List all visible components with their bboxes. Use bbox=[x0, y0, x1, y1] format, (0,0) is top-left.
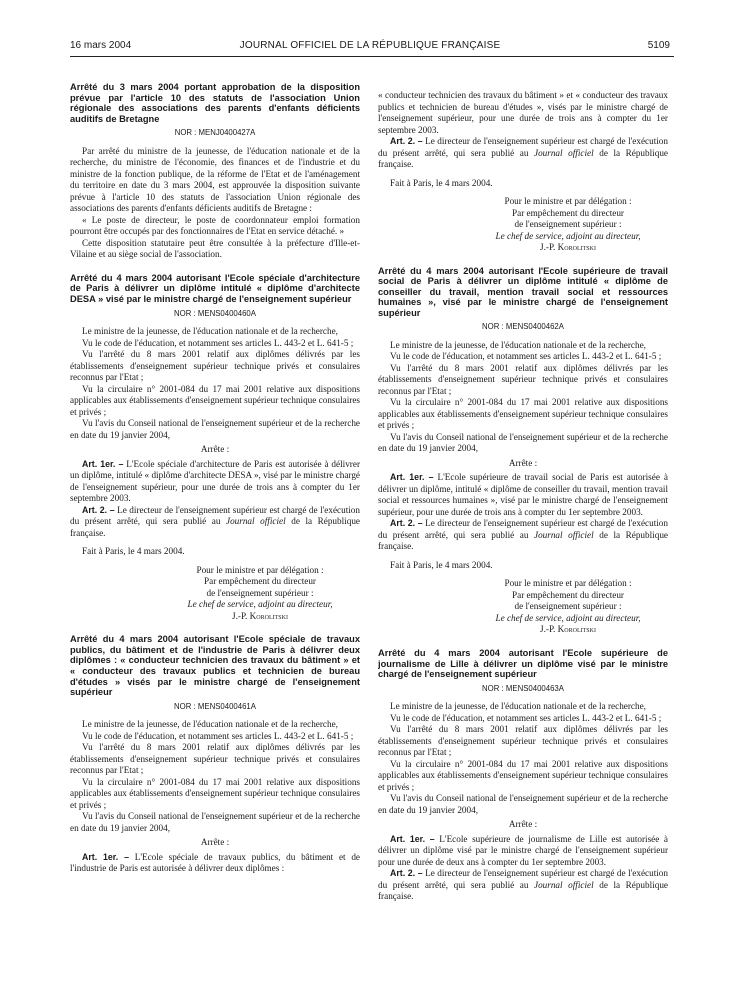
article-text: de la République française. bbox=[378, 147, 668, 169]
paragraph: Par arrêté du ministre de la jeunesse, de l'éducation nationale et de la recherche, du ministre de l'économie, des finances et de l'industrie et du ministre de la fonction publique, de la réforme de l'Etat et de l'aménagement du territoire en date du 3 mars 2004, est approuvée la disposition suivante prévue à l'article 10 des statuts de l'association Union régionale des associations des parents d'enfants déficients auditifs de Bretagne : bbox=[70, 145, 360, 214]
visa: Le ministre de la jeunesse, de l'éducation nationale et de la recherche, bbox=[82, 326, 338, 337]
signatory-name: J.-P. Korolitski bbox=[540, 242, 596, 252]
fait-line: Fait à Paris, le 4 mars 2004. bbox=[390, 177, 493, 188]
visa: Vu l'arrêté du 8 mars 2001 relatif aux diplômes délivrés par les établissements d'enseignement supérieur technique privés et consulaires reconnus par l'Etat ; bbox=[378, 724, 668, 758]
journal-reference: Journal officiel bbox=[534, 879, 594, 890]
issue-date: 16 mars 2004 bbox=[70, 40, 132, 51]
paragraph: Cette disposition statutaire peut être consultée à la préfecture d'Ille-et-Vilaine et au siège social de l'association. bbox=[70, 237, 360, 260]
signature-line: Pour le ministre et par délégation : bbox=[504, 196, 632, 206]
visa: Vu la circulaire n° 2001-084 du 17 mai 2001 relative aux dispositions applicables aux établissements d'enseignement supérieur technique consulaires et privés ; bbox=[70, 383, 360, 417]
article-1 bbox=[378, 834, 668, 869]
article-text: Le directeur de l'enseignement supérieur est chargé de l'exécution du présent arrêté, qui sera publié au bbox=[378, 868, 668, 890]
article-ecole-travail-social bbox=[378, 266, 668, 636]
article-1 bbox=[70, 459, 360, 505]
visa: Vu l'arrêté du 8 mars 2001 relatif aux diplômes délivrés par les établissements d'enseignement supérieur technique privés et consulaires reconnus par l'Etat ; bbox=[378, 362, 668, 396]
article-2 bbox=[378, 136, 668, 171]
article-1 bbox=[378, 472, 668, 518]
signature-block bbox=[378, 578, 668, 636]
visa: Vu la circulaire n° 2001-084 du 17 mai 2001 relative aux dispositions applicables aux établissements d'enseignement supérieur technique consulaires et privés ; bbox=[70, 776, 360, 810]
article-label: Art. 2. – bbox=[390, 518, 423, 529]
signature-line: Pour le ministre et par délégation : bbox=[504, 578, 632, 589]
right-column bbox=[378, 90, 668, 985]
visa: Vu la circulaire n° 2001-084 du 17 mai 2001 relative aux dispositions applicables aux établissements d'enseignement supérieur technique consulaires et privés ; bbox=[378, 758, 668, 792]
fait-line: Fait à Paris, le 4 mars 2004. bbox=[390, 559, 493, 570]
signature-block bbox=[378, 196, 668, 254]
visa: Le ministre de la jeunesse, de l'éducation nationale et de la recherche, bbox=[82, 719, 338, 730]
nor-reference: NOR : MENS0400461A bbox=[174, 701, 256, 711]
article-1 bbox=[70, 852, 360, 875]
visa: Vu le code de l'éducation, et notamment ses articles L. 443-2 et L. 641-5 ; bbox=[82, 337, 354, 348]
arrete-heading: Arrête : bbox=[200, 444, 230, 455]
header-rule bbox=[70, 56, 674, 57]
signature-title: Le chef de service, adjoint au directeur, bbox=[495, 612, 641, 623]
visa: Le ministre de la jeunesse, de l'éducation nationale et de la recherche, bbox=[390, 701, 646, 712]
signature-line: de l'enseignement supérieur : bbox=[514, 219, 622, 229]
article-label: Art. 2. – bbox=[390, 136, 423, 146]
article-ecole-travaux-publics-continued bbox=[378, 90, 668, 254]
article-label: Art. 1er. – bbox=[390, 833, 435, 844]
nor-reference: NOR : MENS0400462A bbox=[482, 322, 564, 332]
article-text: Le directeur de l'enseignement supérieur est chargé de l'exécution du présent arrêté, qui sera publié au bbox=[70, 504, 360, 527]
signature-line: Par empêchement du directeur bbox=[204, 576, 316, 587]
signatory-name: J.-P. Korolitski bbox=[540, 624, 596, 635]
article-title: Arrêté du 4 mars 2004 autorisant l'Ecole spéciale d'architecture de Paris à délivrer un diplôme intitulé « diplôme d'architecte DESA » visé par le ministre chargé de l'enseignement supérieur bbox=[70, 272, 360, 305]
article-ecole-journalisme-lille bbox=[378, 648, 668, 903]
paragraph: « conducteur technicien des travaux du bâtiment » et « conducteur des travaux publics et technicien de bureau d'études », visés par le ministre chargé de l'enseignement supérieur, pour une durée de trois ans à compter du 1er septembre 2003. bbox=[378, 90, 668, 135]
article-text: Le directeur de l'enseignement supérieur est chargé de l'exécution du présent arrêté, qui sera publié au bbox=[378, 136, 668, 158]
signature-line: de l'enseignement supérieur : bbox=[206, 587, 314, 598]
visa: Vu le code de l'éducation, et notamment ses articles L. 443-2 et L. 641-5 ; bbox=[390, 351, 662, 362]
article-label: Art. 1er. – bbox=[82, 458, 124, 469]
article-text: L'Ecole spéciale de travaux publics, du bâtiment et de l'industrie de Paris est autorisée à délivrer deux diplômes : bbox=[70, 851, 360, 874]
nor-reference: NOR : MENS0400463A bbox=[482, 683, 564, 693]
visa: Vu l'avis du Conseil national de l'enseignement supérieur et de la recherche en date du 19 janvier 2004, bbox=[378, 793, 668, 815]
signature-title: Le chef de service, adjoint au directeur, bbox=[495, 230, 641, 241]
arrete-heading: Arrête : bbox=[508, 819, 538, 830]
article-title: Arrêté du 4 mars 2004 autorisant l'Ecole spéciale de travaux publics, du bâtiment et de l'industrie de Paris à délivrer deux diplômes : « conducteur technicien des travaux du bâtiment » et « conducteur des travaux publics et technicien de bureau d'études » visés par le ministre chargé de l'enseignement supérieur bbox=[70, 634, 360, 698]
journal-title: JOURNAL OFFICIEL DE LA RÉPUBLIQUE FRANÇAISE bbox=[239, 40, 501, 51]
article-label: Art. 1er. – bbox=[82, 851, 129, 862]
nor-reference: NOR : MENS0400460A bbox=[174, 308, 256, 318]
signatory-name: J.-P. Korolitski bbox=[232, 610, 288, 621]
journal-reference: Journal officiel bbox=[534, 147, 594, 158]
paragraph: « Le poste de directeur, le poste de coordonnateur emploi formation pourront être occupés par des fonctionnaires de l'Etat en service détaché. » bbox=[70, 214, 360, 237]
signature-line: Par empêchement du directeur bbox=[512, 589, 624, 600]
article-2 bbox=[378, 518, 668, 553]
left-column bbox=[70, 82, 360, 977]
arrete-heading: Arrête : bbox=[508, 457, 538, 468]
signature-line: Pour le ministre et par délégation : bbox=[196, 564, 324, 575]
journal-reference: Journal officiel bbox=[534, 529, 594, 540]
visa: Vu l'avis du Conseil national de l'enseignement supérieur et de la recherche en date du 19 janvier 2004, bbox=[378, 431, 668, 454]
visa: Vu l'avis du Conseil national de l'enseignement supérieur et de la recherche en date du 19 janvier 2004, bbox=[70, 811, 360, 833]
article-text: de la République française. bbox=[378, 529, 668, 552]
visa: Vu l'arrêté du 8 mars 2001 relatif aux diplômes délivrés par les établissements d'enseignement supérieur technique privés et consulaires reconnus par l'Etat ; bbox=[70, 349, 360, 383]
article-title: Arrêté du 4 mars 2004 autorisant l'Ecole supérieure de journalisme de Lille à délivrer un diplôme visé par le ministre chargé de l'enseignement supérieur bbox=[378, 647, 668, 680]
article-title: Arrêté du 3 mars 2004 portant approbation de la disposition prévue par l'article 10 des statuts de l'association Union régionale des associations des parents d'enfants déficients auditifs de Bretagne bbox=[70, 82, 360, 124]
fait-line: Fait à Paris, le 4 mars 2004. bbox=[82, 546, 185, 557]
article-text: Le directeur de l'enseignement supérieur est chargé de l'exécution du présent arrêté, qui sera publié au bbox=[378, 518, 668, 540]
article-ecole-travaux-publics bbox=[70, 634, 360, 875]
visa: Vu la circulaire n° 2001-084 du 17 mai 2001 relative aux dispositions applicables aux établissements d'enseignement supérieur technique consulaires et privés ; bbox=[378, 397, 668, 431]
signature-block bbox=[70, 565, 360, 623]
signature-line: de l'enseignement supérieur : bbox=[514, 601, 622, 612]
article-2 bbox=[378, 868, 668, 903]
article-2 bbox=[70, 505, 360, 540]
visa: Vu l'avis du Conseil national de l'enseignement supérieur et de la recherche en date du 19 janvier 2004, bbox=[70, 418, 360, 440]
visa: Le ministre de la jeunesse, de l'éducation nationale et de la recherche, bbox=[390, 339, 646, 350]
article-text: L'Ecole spéciale d'architecture de Paris est autorisée à délivrer un diplôme, intitulé « diplôme d'architecte DESA », visé par le ministre chargé de l'enseignement supérieur, pour une durée de trois ans à compter du 1er septembre 2003. bbox=[70, 458, 360, 504]
article-label: Art. 2. – bbox=[390, 868, 423, 879]
visa: Vu l'arrêté du 8 mars 2001 relatif aux diplômes délivrés par les établissements d'enseignement supérieur technique privés et consulaires reconnus par l'Etat ; bbox=[70, 742, 360, 776]
article-title: Arrêté du 4 mars 2004 autorisant l'Ecole supérieure de travail social de Paris à délivrer un diplôme intitulé « diplôme de conseiller du travail, mention travail social et ressources humaines », visé par le ministre chargé de l'enseignement supérieur bbox=[378, 265, 668, 318]
article-label: Art. 2. – bbox=[82, 504, 115, 515]
arrete-heading: Arrête : bbox=[200, 837, 230, 848]
page-number: 5109 bbox=[647, 40, 670, 51]
page-header bbox=[70, 40, 670, 54]
visa: Vu le code de l'éducation, et notamment ses articles L. 443-2 et L. 641-5 ; bbox=[390, 712, 662, 723]
article-text: de la République française. bbox=[378, 879, 668, 902]
nor-reference: NOR : MENJ0400427A bbox=[174, 128, 256, 138]
article-text: L'Ecole supérieure de travail social de Paris est autorisée à délivrer un diplôme, intitulé « diplôme de conseiller du travail, mention travail social et ressources humaines », visé par le ministre chargé de l'enseignement supérieur, pour une durée de trois ans à compter du 1er septembre 2003. bbox=[378, 472, 668, 517]
signature-line: Par empêchement du directeur bbox=[512, 207, 624, 218]
journal-reference: Journal officiel bbox=[226, 516, 286, 527]
article-ecole-architecture bbox=[70, 273, 360, 622]
visa: Vu le code de l'éducation, et notamment ses articles L. 443-2 et L. 641-5 ; bbox=[82, 730, 354, 741]
article-text: de la République française. bbox=[70, 516, 360, 538]
article-label: Art. 1er. – bbox=[390, 472, 434, 483]
article-text: L'Ecole supérieure de journalisme de Lille est autorisée à délivrer un diplôme visé par le ministre chargé de l'enseignement supérieur pour une durée de deux ans à compter du 1er septembre 2003. bbox=[378, 833, 668, 867]
article-union-regionale bbox=[70, 82, 360, 261]
signature-title: Le chef de service, adjoint au directeur, bbox=[187, 599, 333, 610]
